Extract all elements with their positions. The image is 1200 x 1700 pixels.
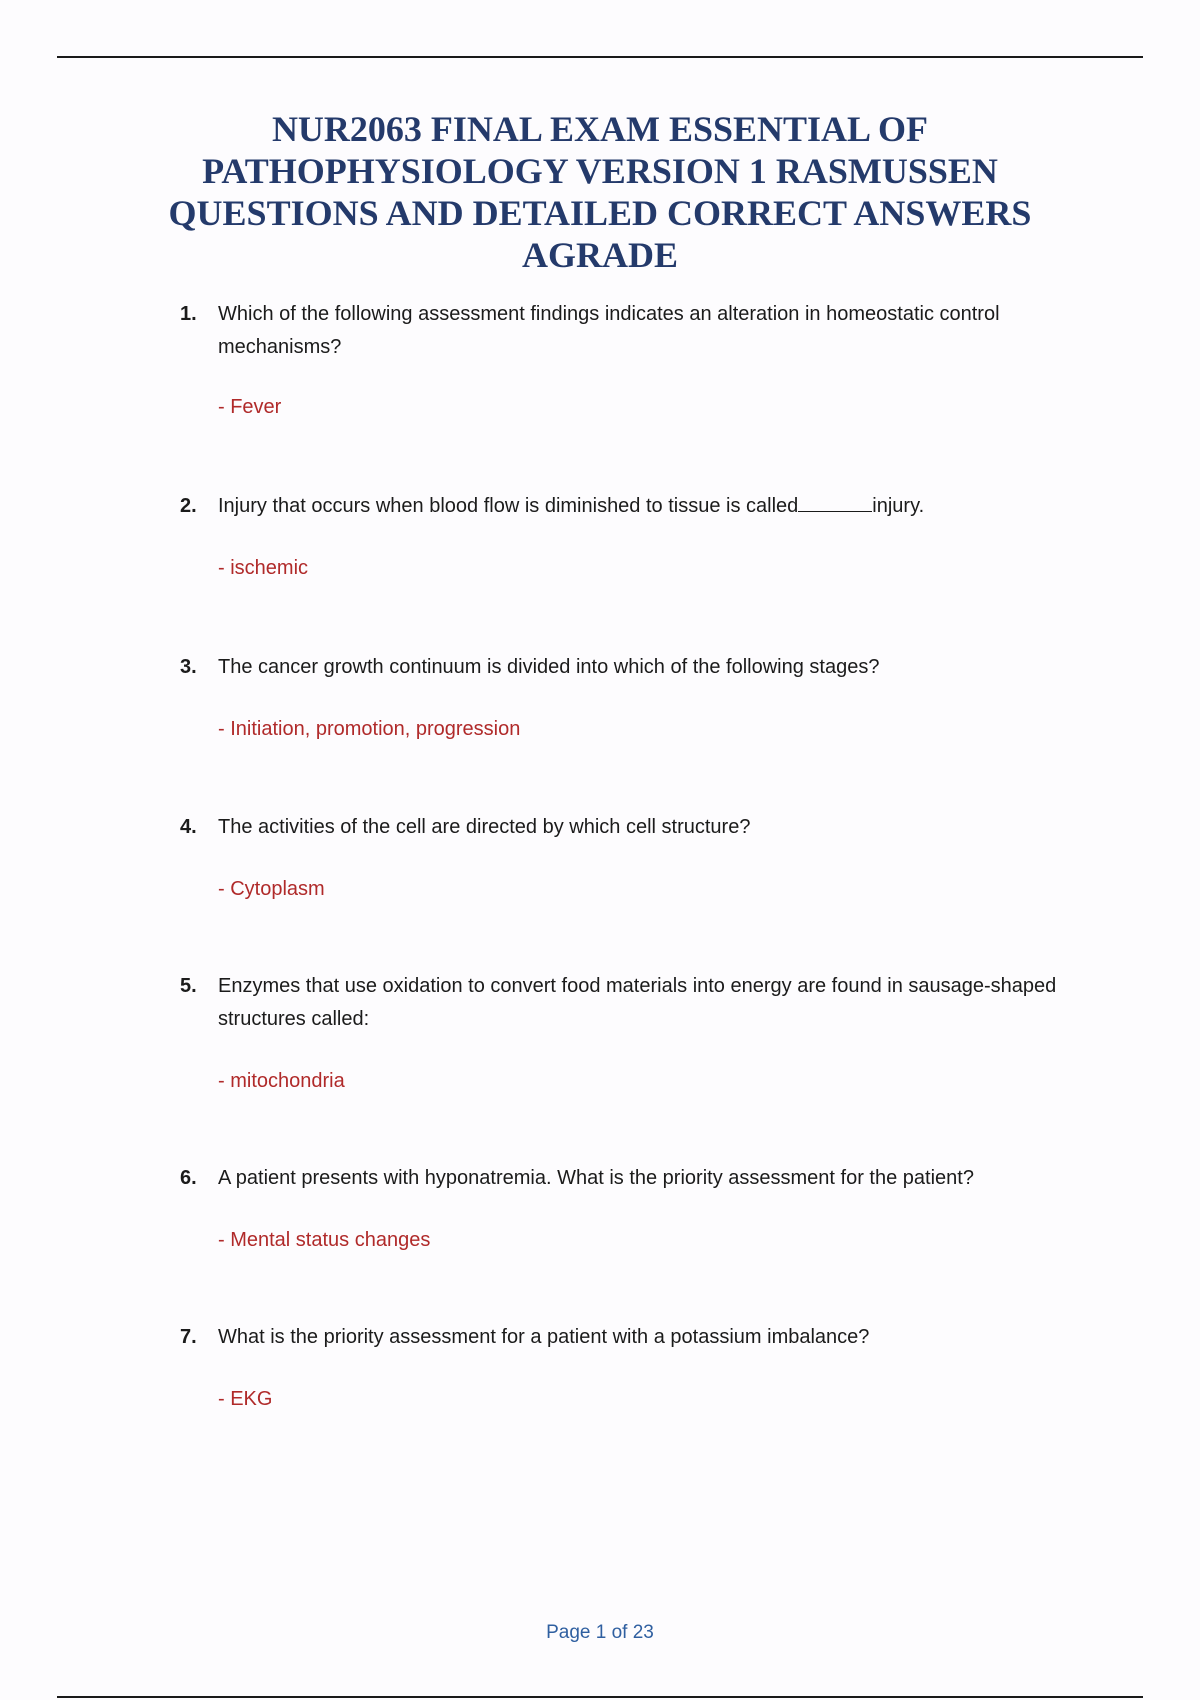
question-text: The cancer growth continuum is divided into which of the following stages? xyxy=(218,656,880,678)
question-item xyxy=(180,1321,1080,1414)
question-number: 2. xyxy=(180,495,197,517)
question-text: Which of the following assessment findings indicates an alteration in homeostatic control mechanisms? xyxy=(218,303,1000,358)
answer-text: - Fever xyxy=(218,396,282,418)
top-rule xyxy=(57,56,1143,58)
answer-text: - mitochondria xyxy=(218,1070,345,1092)
question-number: 6. xyxy=(180,1167,197,1189)
question-number: 5. xyxy=(180,975,197,997)
page-number: Page 1 of 23 xyxy=(546,1622,654,1643)
answer-text: - ischemic xyxy=(218,557,309,579)
question-text: A patient presents with hyponatremia. What is the priority assessment for the patient? xyxy=(218,1167,974,1189)
question-number: 3. xyxy=(180,656,197,678)
question-item xyxy=(180,298,1080,422)
answer-text: - Cytoplasm xyxy=(218,878,325,900)
question-item xyxy=(180,970,1080,1096)
question-number: 4. xyxy=(180,816,197,838)
question-number: 7. xyxy=(180,1326,197,1348)
question-item xyxy=(180,1162,1080,1255)
question-item xyxy=(180,490,1080,583)
question-text-before: Injury that occurs when blood flow is diminished to tissue is called xyxy=(218,495,799,517)
question-item xyxy=(180,651,1080,744)
question-text: Enzymes that use oxidation to convert food materials into energy are found in sausage-shaped structures called: xyxy=(218,975,1057,1030)
answer-text: - EKG xyxy=(218,1388,273,1410)
question-number: 1. xyxy=(180,303,197,325)
answer-text: - Mental status changes xyxy=(218,1229,431,1251)
answer-text: - Initiation, promotion, progression xyxy=(218,718,521,740)
fill-in-blank xyxy=(798,491,872,512)
question-text: The activities of the cell are directed by which cell structure? xyxy=(218,816,751,838)
question-text xyxy=(218,490,1080,523)
bottom-rule xyxy=(57,1696,1143,1698)
question-text: What is the priority assessment for a patient with a potassium imbalance? xyxy=(218,1326,870,1348)
document-title: NUR2063 FINAL EXAM ESSENTIAL OF PATHOPHYSIOLOGY VERSION 1 RASMUSSEN QUESTIONS AND DETAILED CORRECT ANSWERS AGRADE xyxy=(168,109,1032,275)
question-item xyxy=(180,811,1080,904)
question-text-after: injury. xyxy=(872,495,925,517)
